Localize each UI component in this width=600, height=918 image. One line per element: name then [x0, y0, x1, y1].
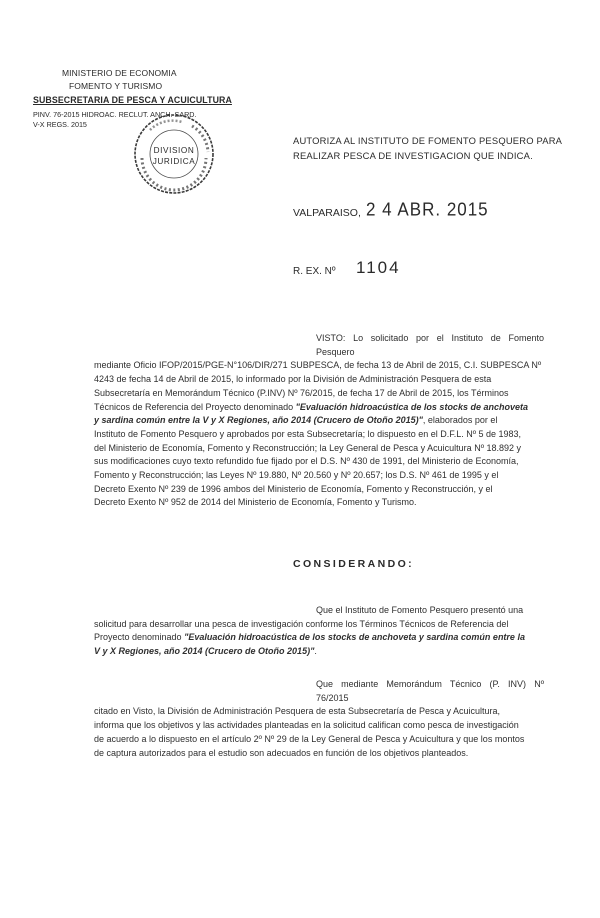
considerando-line: solicitud para desarrollar una pesca de investigación conforme los Términos Técnicos de Referencia del	[94, 618, 509, 629]
seal-center-line2: JURIDICA	[152, 157, 196, 166]
considerando-line: Que mediante Memorándum Técnico (P. INV) Nº 76/2015	[316, 679, 544, 703]
project-name-part2: y sardina común entre la V y X Regiones, año 2014 (Crucero de Otoño 2015)"	[94, 415, 423, 426]
considerando-paragraph-2	[94, 678, 544, 760]
considerando-line: de acuerdo a lo dispuesto en el artículo 2º Nº 29 de la Ley General de Pesca y Acuicultura y que los montos	[94, 733, 525, 744]
project-name-part2: V y X Regiones, año 2014 (Crucero de Otoño 2015)"	[94, 646, 315, 657]
considerando-line: informa que los objetivos y las actividades planteadas en la solicitud califican como pesca de investigación	[94, 720, 519, 731]
title-line1: AUTORIZA AL INSTITUTO DE FOMENTO PESQUERO PARA	[293, 135, 563, 146]
considerando-heading: CONSIDERANDO:	[293, 558, 415, 570]
visto-line: mediante Oficio IFOP/2015/PGE-N°106/DIR/271 SUBPESCA, de fecha 13 de Abril de 2015, C.I. SUBPESCA Nº	[94, 360, 542, 371]
project-name-part1: "Evaluación hidroacústica de los stocks de anchoveta y sardina común entre la	[184, 632, 525, 643]
visto-line: sus modificaciones cuyo texto refundido fue fijado por el D.S. Nº 430 de 1991, del Ministerio de Economía,	[94, 456, 519, 467]
considerando-line: citado en Visto, la División de Administración Pesquera de esta Subsecretaría de Pesca y Acuicultura,	[94, 706, 501, 717]
resolution-date-stamp: 2 4 ABR. 2015	[366, 199, 489, 220]
resolution-title	[293, 133, 562, 163]
resolution-number: 1104	[356, 258, 401, 277]
considerando-line: de captura autorizados para el estudio son adecuados en función de los objetivos planteados.	[94, 747, 469, 758]
visto-line: Fomento y Reconstrucción; las Leyes Nº 19.880, Nº 20.560 y Nº 20.657; los D.S. Nº 461 de 1995 y el	[94, 470, 499, 481]
visto-line: VISTO: Lo solicitado por el Instituto de Fomento Pesquero	[316, 333, 544, 357]
considerando-line: Que el Instituto de Fomento Pesquero presentó una	[316, 605, 524, 615]
visto-line: del Ministerio de Economía, Fomento y Reconstrucción; la Ley General de Pesca y Acuicultura Nº 18.892 y	[94, 442, 522, 453]
seal-center-line1: DIVISION	[153, 146, 195, 155]
visto-paragraph	[94, 332, 544, 510]
visto-line: Decreto Exento Nº 952 de 2014 del Ministerio de Economía, Fomento y Turismo.	[94, 497, 417, 508]
considerando-text: Proyecto denominado	[94, 632, 185, 643]
visto-line: 4243 de fecha 14 de Abril de 2015, lo informado por la División de Administración Pesquera de esta	[94, 374, 492, 385]
considerando-text: .	[314, 646, 317, 657]
considerando-line	[94, 631, 544, 645]
visto-text: , elaborados por el	[422, 415, 498, 426]
considerando-paragraph-1	[94, 604, 544, 659]
visto-line: Subsecretaría en Memorándum Técnico (P.INV) Nº 76/2015, de fecha 17 de Abril de 2015, los Términos	[94, 387, 509, 398]
seal-center-text	[132, 145, 216, 167]
division-juridica-seal	[132, 112, 216, 196]
title-line2: REALIZAR PESCA DE INVESTIGACION QUE INDICA.	[293, 150, 533, 161]
considerando-line	[94, 645, 544, 659]
ministry-name: MINISTERIO DE ECONOMIA	[62, 68, 177, 78]
subsecretaria-name: SUBSECRETARIA DE PESCA Y ACUICULTURA	[33, 95, 232, 105]
resolution-number-label: R. EX. Nº	[293, 266, 336, 277]
reference-regions: V-X REGS. 2015	[33, 120, 87, 129]
visto-line	[94, 401, 544, 415]
place-label: VALPARAISO,	[293, 207, 361, 219]
visto-line: Decreto Exento Nº 239 de 1996 ambos del Ministerio de Economía, Fomento y Reconstrucción, y el	[94, 483, 493, 494]
visto-line: Instituto de Fomento Pesquero y aprobados por esta Subsecretaría; lo dispuesto en el D.F.L. Nº 5 de 1983,	[94, 428, 522, 439]
ministry-subname: FOMENTO Y TURISMO	[69, 81, 163, 91]
visto-line	[94, 414, 544, 428]
visto-text: Técnicos de Referencia del Proyecto denominado	[94, 401, 296, 412]
reference-code: PINV. 76-2015 HIDROAC. RECLUT. ANCH. SARD.	[33, 110, 197, 119]
project-name-part1: "Evaluación hidroacústica de los stocks de anchoveta	[295, 401, 528, 412]
